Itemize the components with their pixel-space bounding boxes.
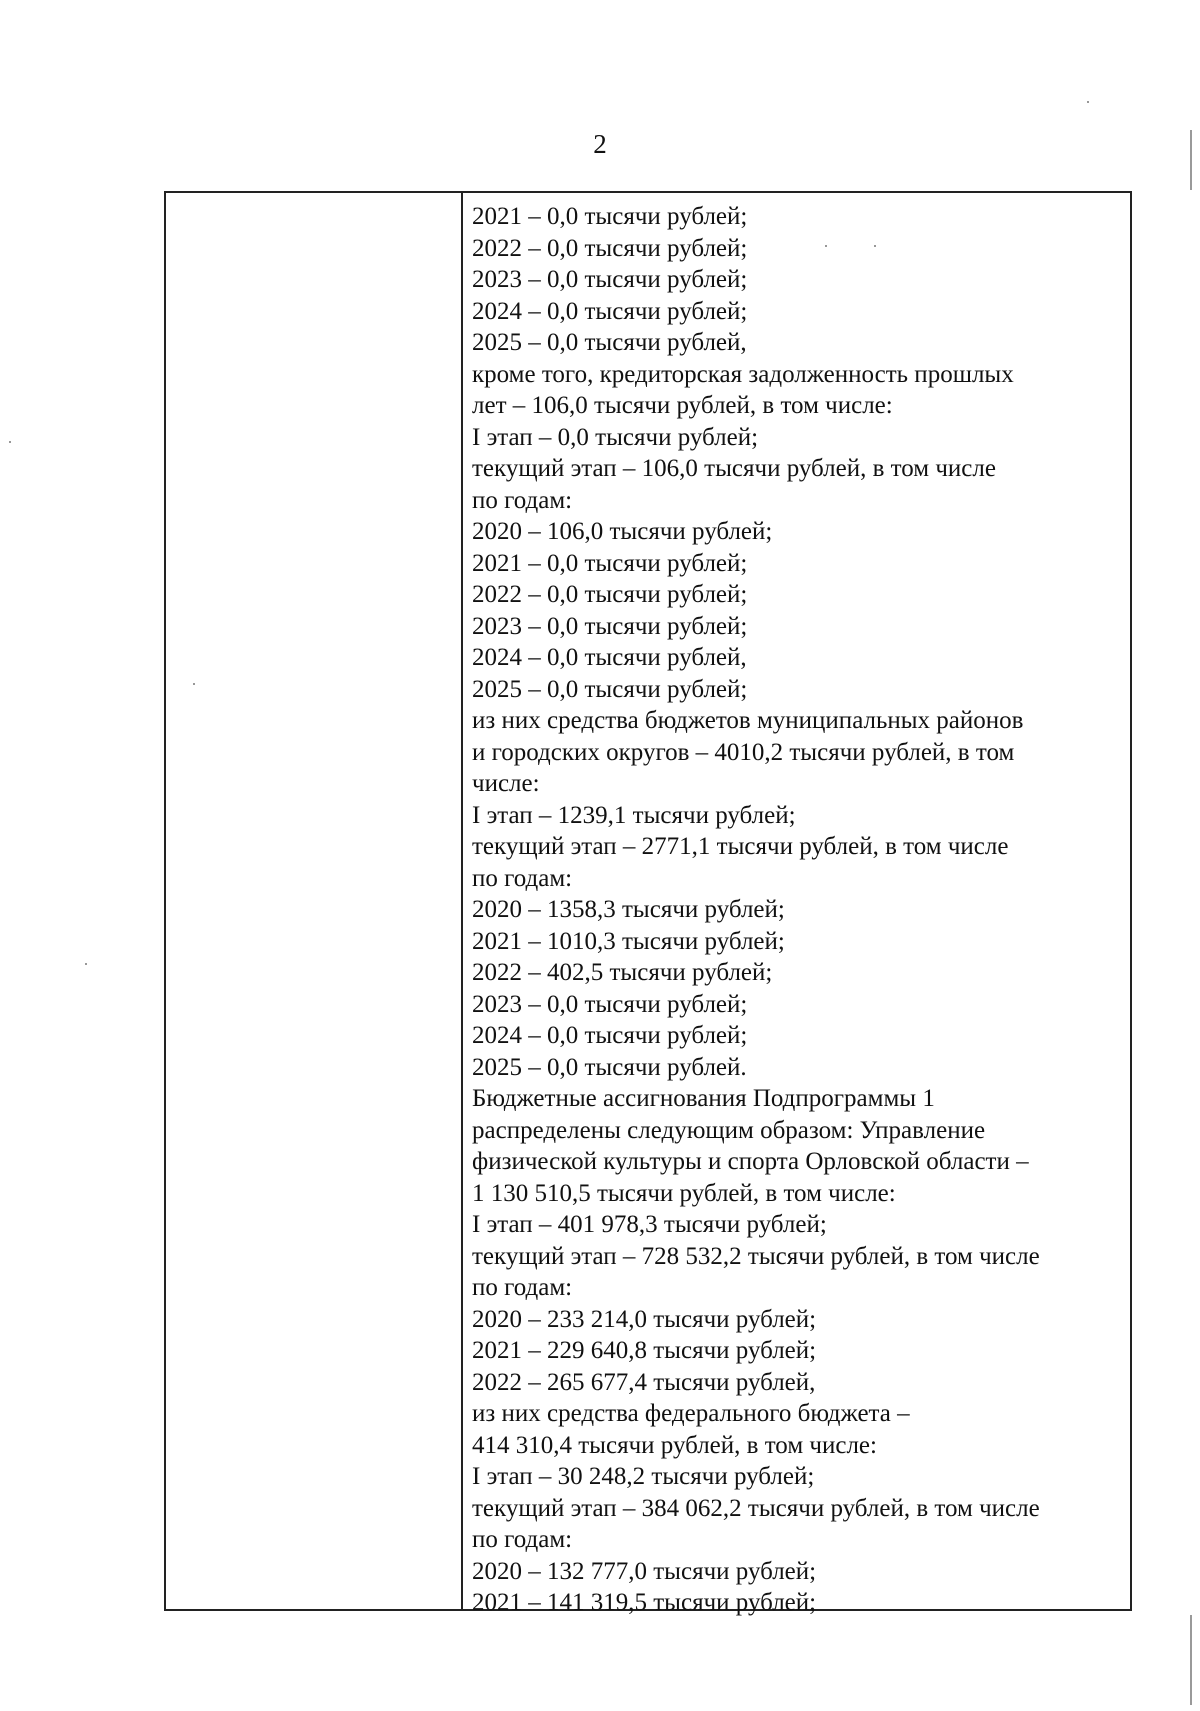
scan-speck [193,683,195,685]
text-line: 2020 – 233 214,0 тысячи рублей; [472,1305,817,1333]
text-line: I этап – 30 248,2 тысячи рублей; [472,1463,815,1490]
text-line: по годам: [472,1526,573,1553]
scan-speck [1087,101,1089,103]
text-line: по годам: [472,864,573,892]
page-number: 2 [593,129,607,159]
text-line: 2021 – 229 640,8 тысячи рублей; [472,1337,817,1364]
text-line: 2023 – 0,0 тысячи рублей; [472,266,748,293]
text-line: 2020 – 132 777,0 тысячи рублей; [472,1557,817,1585]
text-line: текущий этап – 384 062,2 тысячи рублей, в том числе [472,1494,1040,1522]
scan-speck [85,963,87,965]
text-line: кроме того, кредиторская задолженность прошлых [472,360,1014,388]
text-line: текущий этап – 2771,1 тысячи рублей, в том числе [472,833,1009,860]
text-line: 2020 – 106,0 тысячи рублей; [472,518,773,545]
text-line: 2022 – 0,0 тысячи рублей; [472,581,748,608]
text-line: 2021 – 141 319,5 тысячи рублей; [472,1589,817,1616]
text-line: 2025 – 0,0 тысячи рублей, [472,329,747,356]
text-line: распределены следующим образом: Управление [472,1116,986,1144]
scan-edge-mark [1190,130,1192,190]
text-line: 2022 – 402,5 тысячи рублей; [472,959,773,986]
text-line: 2022 – 0,0 тысячи рублей; [472,234,748,262]
table-right-cell [472,201,1118,1619]
budget-table [164,191,1132,1616]
text-line: I этап – 1239,1 тысячи рублей; [472,801,796,829]
text-line: 2021 – 0,0 тысячи рублей; [472,549,748,577]
text-line: 2021 – 1010,3 тысячи рублей; [472,927,785,955]
text-line: 2022 – 265 677,4 тысячи рублей, [472,1368,816,1396]
text-line: текущий этап – 106,0 тысячи рублей, в том числе [472,455,996,482]
text-line: I этап – 401 978,3 тысячи рублей; [472,1211,827,1238]
text-line: 2024 – 0,0 тысячи рублей; [472,1022,748,1049]
text-line: 2025 – 0,0 тысячи рублей; [472,675,748,703]
scan-speck [874,245,876,247]
text-line: и городских округов – 4010,2 тысячи рублей, в том [472,738,1015,766]
text-line: из них средства бюджетов муниципальных районов [472,707,1024,734]
text-line: 2025 – 0,0 тысячи рублей. [472,1053,747,1081]
text-line: 2024 – 0,0 тысячи рублей, [472,644,747,671]
text-line: 2023 – 0,0 тысячи рублей; [472,990,748,1018]
text-line: 414 310,4 тысячи рублей, в том числе: [472,1431,877,1459]
text-line: 2020 – 1358,3 тысячи рублей; [472,896,785,923]
text-line: 2023 – 0,0 тысячи рублей; [472,612,748,640]
table-left-cell [166,193,463,1609]
text-line: I этап – 0,0 тысячи рублей; [472,423,759,451]
text-line: 2024 – 0,0 тысячи рублей; [472,297,748,325]
scan-edge-mark [1190,1615,1192,1705]
text-line: числе: [472,770,540,797]
text-line: 2021 – 0,0 тысячи рублей; [472,203,748,230]
text-line: по годам: [472,486,573,514]
scan-speck [9,441,11,443]
text-line: из них средства федерального бюджета – [472,1400,910,1427]
text-line: текущий этап – 728 532,2 тысячи рублей, в том числе [472,1242,1040,1270]
scan-speck [825,245,827,247]
text-line: лет – 106,0 тысячи рублей, в том числе: [472,392,893,419]
text-line: 1 130 510,5 тысячи рублей, в том числе: [472,1179,896,1207]
text-line: Бюджетные ассигнования Подпрограммы 1 [472,1085,935,1112]
text-line: физической культуры и спорта Орловской области – [472,1148,1029,1175]
text-line: по годам: [472,1274,573,1301]
